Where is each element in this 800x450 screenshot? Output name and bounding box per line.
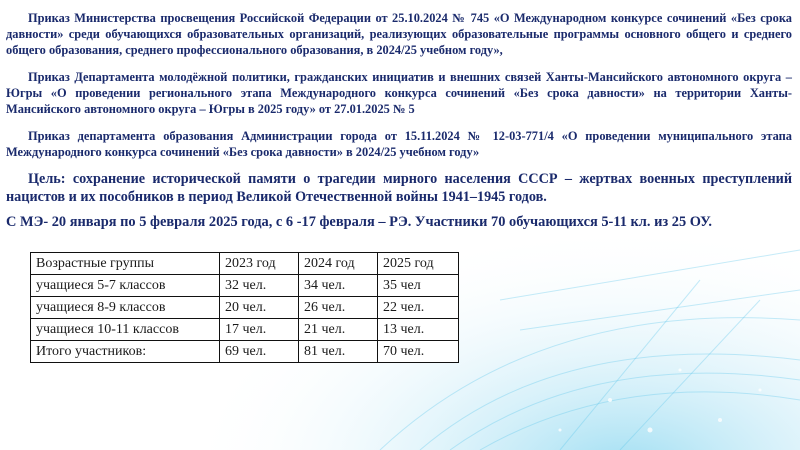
header-cell-2025: 2025 год [378,253,459,275]
value-cell: 17 чел. [220,319,299,341]
goal-paragraph: Цель: сохранение исторической памяти о трагедии мирного населения СССР – жертвах военных преступлений нацистов и их пособников в период Великой Отечественной войны 1941–1945 годов. [6,171,792,205]
table-row [31,297,459,319]
order-ministry-paragraph: Приказ Министерства просвещения Российской Федерации от 25.10.2024 № 745 «О Международном конкурсе сочинений «Без срока давности» среди обучающихся образовательных организаций, реализующих образовательные программы основного общего и среднего общего образования, среднего профессионального образования, в 2024/25 учебном году», [6,11,792,57]
total-value-cell: 70 чел. [378,341,459,363]
value-cell: 21 чел. [299,319,378,341]
value-cell: 26 чел. [299,297,378,319]
total-label-cell: Итого участников: [31,341,220,363]
table-header-row [31,253,459,275]
table-row [31,275,459,297]
row-label-cell: учащиеся 8-9 классов [31,297,220,319]
header-cell-groups: Возрастные группы [31,253,220,275]
value-cell: 35 чел [378,275,459,297]
row-label-cell: учащиеся 5-7 классов [31,275,220,297]
header-cell-2023: 2023 год [220,253,299,275]
table-total-row [31,341,459,363]
participants-table [30,252,459,363]
value-cell: 20 чел. [220,297,299,319]
order-city-paragraph: Приказ департамента образования Администрации города от 15.11.2024 № 12-03-771/4 «О проведении муниципального этапа Международного конкурса сочинений «Без срока давности» в 2024/25 учебном году» [6,129,792,159]
value-cell: 34 чел. [299,275,378,297]
value-cell: 32 чел. [220,275,299,297]
value-cell: 13 чел. [378,319,459,341]
row-label-cell: учащиеся 10-11 классов [31,319,220,341]
total-value-cell: 69 чел. [220,341,299,363]
header-cell-2024: 2024 год [299,253,378,275]
order-department-paragraph: Приказ Департамента молодёжной политики, гражданских инициатив и внешних связей Ханты-Мансийского автономного округа – Югры «О проведении регионального этапа Международного конкурса сочинений «Без срока давности» на территории Ханты-Мансийского автономного округа – Югры в 2025 году» от 27.01.2025 № 5 [6,70,792,116]
table-row [31,319,459,341]
total-value-cell: 81 чел. [299,341,378,363]
dates-paragraph: С МЭ- 20 января по 5 февраля 2025 года, с 6 -17 февраля – РЭ. Участники 70 обучающихся 5-11 кл. из 25 ОУ. [6,214,712,230]
value-cell: 22 чел. [378,297,459,319]
